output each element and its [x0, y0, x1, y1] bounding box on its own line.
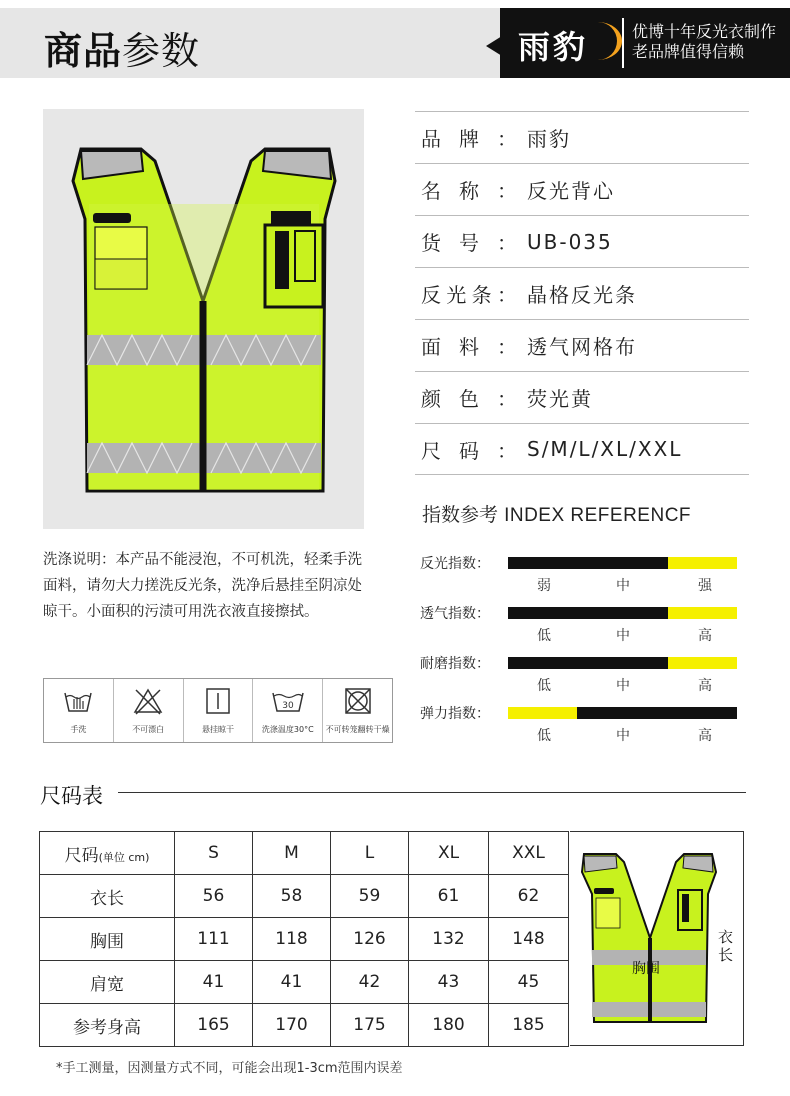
- size-footnote: *手工测量，因测量方式不同，可能会出现1-3cm范围内误差: [56, 1061, 403, 1076]
- index-row-elastic: [420, 703, 750, 749]
- spec-value: 晶格反光条: [527, 283, 637, 307]
- spec-value: S/M/L/XL/XXL: [527, 437, 683, 461]
- table-cell: 42: [331, 961, 409, 1004]
- spec-label: 反光条：: [421, 283, 517, 307]
- index-bar-fill-yellow: [668, 607, 737, 619]
- care-item-hang-dry: [184, 679, 254, 742]
- size-header-unit: (单位 cm): [98, 850, 150, 864]
- table-cell: 62: [489, 875, 569, 918]
- hand-wash-icon: [63, 687, 93, 715]
- size-col-l: L: [331, 832, 409, 875]
- size-header-cell: [40, 832, 175, 875]
- slogan-line-2: 老品牌值得信赖: [632, 42, 745, 61]
- index-bar-fill-dark: [508, 657, 668, 669]
- spec-row-item-no: [415, 215, 749, 267]
- spec-label: 颜色：: [421, 387, 517, 411]
- slogan-line-1: 优博十年反光衣制作: [632, 22, 777, 41]
- index-level-low: 低: [537, 728, 551, 744]
- row-label: 衣长: [40, 875, 175, 918]
- size-col-s: S: [175, 832, 253, 875]
- care-item-no-tumble: [323, 679, 392, 742]
- care-label: 不可漂白: [132, 725, 165, 734]
- spec-row-name: [415, 163, 749, 215]
- spec-label: 名称：: [421, 179, 517, 203]
- spec-value: 反光背心: [527, 179, 615, 203]
- table-cell: 58: [253, 875, 331, 918]
- table-cell: 118: [253, 918, 331, 961]
- index-level-low: 弱: [537, 578, 551, 594]
- wash-temp-text: 30: [282, 701, 294, 711]
- index-bar: [508, 657, 737, 669]
- care-label: 手洗: [70, 725, 87, 734]
- table-row: [40, 1004, 569, 1047]
- page-title-bold: 商品: [44, 29, 123, 73]
- product-image: [43, 109, 364, 529]
- table-cell: 56: [175, 875, 253, 918]
- index-name: 耐磨指数：: [420, 656, 490, 672]
- page-title: [44, 20, 200, 75]
- spec-label: 货号：: [421, 231, 517, 255]
- table-cell: 41: [175, 961, 253, 1004]
- size-header-row: [40, 832, 569, 875]
- logo-swoosh-icon: [574, 22, 622, 60]
- index-bar: [508, 557, 737, 569]
- size-col-xl: XL: [409, 832, 489, 875]
- row-label: 参考身高: [40, 1004, 175, 1047]
- table-cell: 132: [409, 918, 489, 961]
- no-tumble-dry-icon: [343, 687, 373, 715]
- care-item-wash-30: [253, 679, 323, 742]
- table-cell: 43: [409, 961, 489, 1004]
- table-cell: 185: [489, 1004, 569, 1047]
- label-body-length: 衣长: [718, 928, 734, 964]
- spec-label: 品牌：: [421, 127, 517, 151]
- index-level-high: 高: [698, 728, 712, 744]
- table-cell: 180: [409, 1004, 489, 1047]
- spec-list: [415, 111, 749, 475]
- index-bar: [508, 607, 737, 619]
- spec-row-brand: [415, 111, 749, 163]
- index-level-high: 高: [698, 628, 712, 644]
- spec-value: 荧光黄: [527, 387, 593, 411]
- hang-dry-icon: [203, 687, 233, 715]
- index-level-high: 高: [698, 678, 712, 694]
- table-cell: 148: [489, 918, 569, 961]
- brand-slogan: [632, 22, 776, 62]
- size-header-label: 尺码: [64, 845, 99, 866]
- wash-instructions: 洗涤说明：本产品不能浸泡，不可机洗，轻柔手洗面料，请勿大力搓洗反光条，洗净后悬挂至阴凉处晾干。小面积的污渍可用洗衣液直接擦拭。: [43, 552, 362, 620]
- index-level-low: 低: [537, 678, 551, 694]
- brand-logo: 雨豹: [518, 28, 589, 66]
- table-cell: 126: [331, 918, 409, 961]
- table-cell: 111: [175, 918, 253, 961]
- row-label: 肩宽: [40, 961, 175, 1004]
- spec-value: UB-035: [527, 229, 613, 254]
- index-row-breathable: [420, 603, 750, 649]
- table-row: [40, 961, 569, 1004]
- index-bar-fill-yellow: [668, 657, 737, 669]
- spec-label: 面料：: [421, 335, 517, 359]
- page-title-rest: 参数: [122, 29, 201, 73]
- size-chart-title: 尺码表: [40, 784, 103, 808]
- no-bleach-icon: [133, 687, 163, 715]
- header-banner: [0, 8, 790, 78]
- care-label: 洗涤温度30°C: [261, 725, 314, 734]
- wash-30-icon: [271, 687, 305, 715]
- index-bar-fill-yellow: [508, 707, 577, 719]
- index-name: 反光指数：: [420, 556, 490, 572]
- index-bar-fill-dark: [577, 707, 737, 719]
- index-row-reflective: [420, 553, 750, 599]
- care-label: 不可转笼翻转干燥: [325, 725, 390, 734]
- brand-box: [500, 8, 790, 78]
- brand-divider: [622, 18, 624, 68]
- index-title: [422, 500, 691, 527]
- spec-value: 透气网格布: [527, 335, 637, 359]
- index-level-mid: 中: [616, 628, 630, 644]
- table-cell: 61: [409, 875, 489, 918]
- table-cell: 170: [253, 1004, 331, 1047]
- table-cell: 59: [331, 875, 409, 918]
- index-name: 弹力指数：: [420, 706, 490, 722]
- index-title-en: INDEX REFERENCF: [504, 505, 692, 526]
- table-cell: 45: [489, 961, 569, 1004]
- size-title-rule: [118, 792, 746, 793]
- spec-value: 雨豹: [527, 127, 571, 151]
- spec-label: 尺码：: [421, 438, 517, 463]
- table-cell: 165: [175, 1004, 253, 1047]
- index-level-low: 低: [537, 628, 551, 644]
- care-symbols: [43, 678, 393, 743]
- size-table: [39, 831, 569, 1047]
- size-col-m: M: [253, 832, 331, 875]
- index-level-mid: 中: [616, 678, 630, 694]
- care-label: 悬挂晾干: [201, 725, 234, 734]
- index-level-mid: 中: [616, 578, 630, 594]
- spec-row-color: [415, 371, 749, 423]
- label-chest: 胸围: [632, 961, 660, 977]
- index-row-wear: [420, 653, 750, 699]
- index-level-high: 强: [698, 578, 712, 594]
- size-col-xxl: XXL: [489, 832, 569, 875]
- vest-illustration: [43, 109, 364, 529]
- index-name: 透气指数：: [420, 606, 490, 622]
- table-row: [40, 875, 569, 918]
- table-cell: 175: [331, 1004, 409, 1047]
- care-item-no-bleach: [114, 679, 184, 742]
- index-bar: [508, 707, 737, 719]
- table-cell: 41: [253, 961, 331, 1004]
- index-bar-fill-yellow: [668, 557, 737, 569]
- spec-row-size: [415, 423, 749, 475]
- index-title-cn: 指数参考: [422, 504, 499, 526]
- index-level-mid: 中: [616, 728, 630, 744]
- index-bar-fill-dark: [508, 557, 668, 569]
- index-bar-fill-dark: [508, 607, 668, 619]
- row-label: 胸围: [40, 918, 175, 961]
- spec-row-fabric: [415, 319, 749, 371]
- spec-row-reflective: [415, 267, 749, 319]
- care-item-hand-wash: [44, 679, 114, 742]
- table-row: [40, 918, 569, 961]
